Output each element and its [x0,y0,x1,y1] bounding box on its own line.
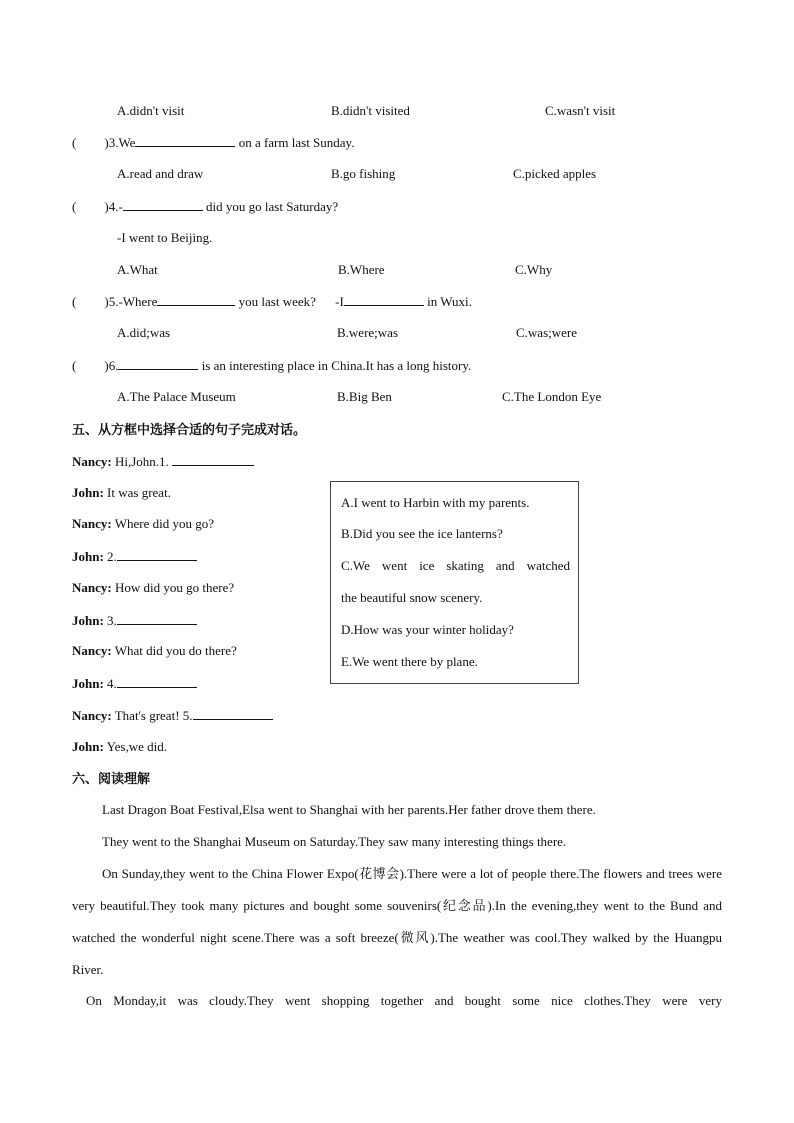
dialogue-text: Hi,John.1. [114,454,169,469]
answer-paren-close: ) [104,135,109,150]
speaker-label: Nancy: [72,454,112,469]
speaker-label: Nancy: [72,580,112,595]
dialogue-text: It was great. [107,485,171,500]
q3-option-b: B.go fishing [331,166,396,181]
question-4-reply: -I went to Beijing. [117,230,213,245]
q2-option-b: B.didn't visited [331,103,410,118]
question-5-suffix: in Wuxi. [427,294,472,309]
question-4-suffix: did you go last Saturday? [206,199,339,214]
answer-paren-open: ( [72,294,77,309]
answer-paren-open: ( [72,199,77,214]
speaker-label: John: [72,739,104,754]
question-6 [72,357,471,374]
question-3-suffix: on a farm last Sunday. [238,135,355,150]
answer-blank[interactable] [123,198,203,211]
dialogue-line [72,707,273,724]
dialogue-text: That's great! 5. [114,708,193,723]
question-3 [72,134,354,151]
q5-option-a: A.did;was [117,325,171,340]
dialogue-text: 4. [107,676,117,691]
answer-blank[interactable] [157,293,235,306]
section-6-title: 六、阅读理解 [72,772,151,787]
question-5-middle: you last week? [238,294,316,309]
reading-paragraph-1: Last Dragon Boat Festival,Elsa went to Shanghai with her parents.Her father drove them there. [102,802,596,817]
q6-option-b: B.Big Ben [337,389,392,404]
dialogue-line [72,548,197,565]
question-4 [72,198,338,215]
answer-blank[interactable] [172,453,254,466]
question-4-prefix: 4.- [108,199,123,214]
answer-paren-close: ) [104,294,109,309]
option-box [330,481,579,684]
speaker-label: Nancy: [72,643,112,658]
dialogue-line [72,516,214,532]
box-option-a: A.I went to Harbin with my parents. [341,495,530,510]
speaker-label: Nancy: [72,708,112,723]
dialogue-line [72,612,197,629]
answer-blank[interactable] [117,612,197,625]
speaker-label: John: [72,485,104,500]
dialogue-text: 3. [107,613,117,628]
answer-blank[interactable] [344,293,424,306]
question-3-prefix: 3.We [108,135,136,150]
dialogue-text: Yes,we did. [106,739,168,754]
dialogue-line [72,580,234,596]
box-option-e: E.We went there by plane. [341,654,478,669]
q5-option-c: C.was;were [516,325,578,340]
q6-option-c: C.The London Eye [502,389,602,404]
section-5-title: 五、从方框中选择合适的句子完成对话。 [72,423,307,438]
question-5-prefix: 5.-Where [108,294,158,309]
question-5-middle2: -I [335,294,344,309]
dialogue-line [72,485,171,501]
reading-paragraph-4: On Monday,it was cloudy.They went shopping together and bought some nice clothes.They were very [86,993,722,1008]
question-5 [72,293,472,310]
answer-paren-close: ) [104,199,109,214]
q2-option-c: C.wasn't visit [545,103,616,118]
answer-blank[interactable] [117,548,197,561]
q4-option-c: C.Why [515,262,553,277]
box-option-d: D.How was your winter holiday? [341,622,514,637]
dialogue-line [72,675,197,692]
speaker-label: John: [72,676,104,691]
dialogue-line [72,643,237,659]
q6-option-a: A.The Palace Museum [117,389,236,404]
reading-paragraph-3: On Sunday,they went to the China Flower Expo(花博会).There were a lot of people there.The flowers and trees were very beautiful.They took many pictures and bought some souvenirs(纪念品).In the evening,they went to the Bund and watched the wonderful night scene.There was a soft breeze(微风).The weather was cool.They walked by the Huangpu River. [72,866,722,977]
box-option-b: B.Did you see the ice lanterns? [341,526,503,541]
answer-blank[interactable] [135,134,235,147]
box-option-c: C.We went ice skating and watched [341,558,570,573]
answer-paren-close: ) [104,358,109,373]
q5-option-b: B.were;was [337,325,399,340]
dialogue-text: What did you do there? [114,643,237,658]
dialogue-text: How did you go there? [114,580,235,595]
speaker-label: Nancy: [72,516,112,531]
question-6-suffix: is an interesting place in China.It has a long history. [201,358,472,373]
dialogue-line [72,739,167,755]
reading-paragraph-2: They went to the Shanghai Museum on Saturday.They saw many interesting things there. [102,834,567,849]
speaker-label: John: [72,613,104,628]
answer-blank[interactable] [117,675,197,688]
question-6-prefix: 6. [108,358,119,373]
answer-paren-open: ( [72,358,77,373]
q4-option-a: A.What [117,262,158,277]
box-option-c-cont: the beautiful snow scenery. [341,590,483,605]
dialogue-text: 2. [107,549,117,564]
q3-option-a: A.read and draw [117,166,204,181]
q4-option-b: B.Where [338,262,385,277]
answer-blank[interactable] [118,357,198,370]
dialogue-text: Where did you go? [114,516,215,531]
answer-blank[interactable] [193,707,273,720]
q3-option-c: C.picked apples [513,166,597,181]
dialogue-line [72,453,254,470]
speaker-label: John: [72,549,104,564]
q2-option-a: A.didn't visit [117,103,185,118]
answer-paren-open: ( [72,135,77,150]
